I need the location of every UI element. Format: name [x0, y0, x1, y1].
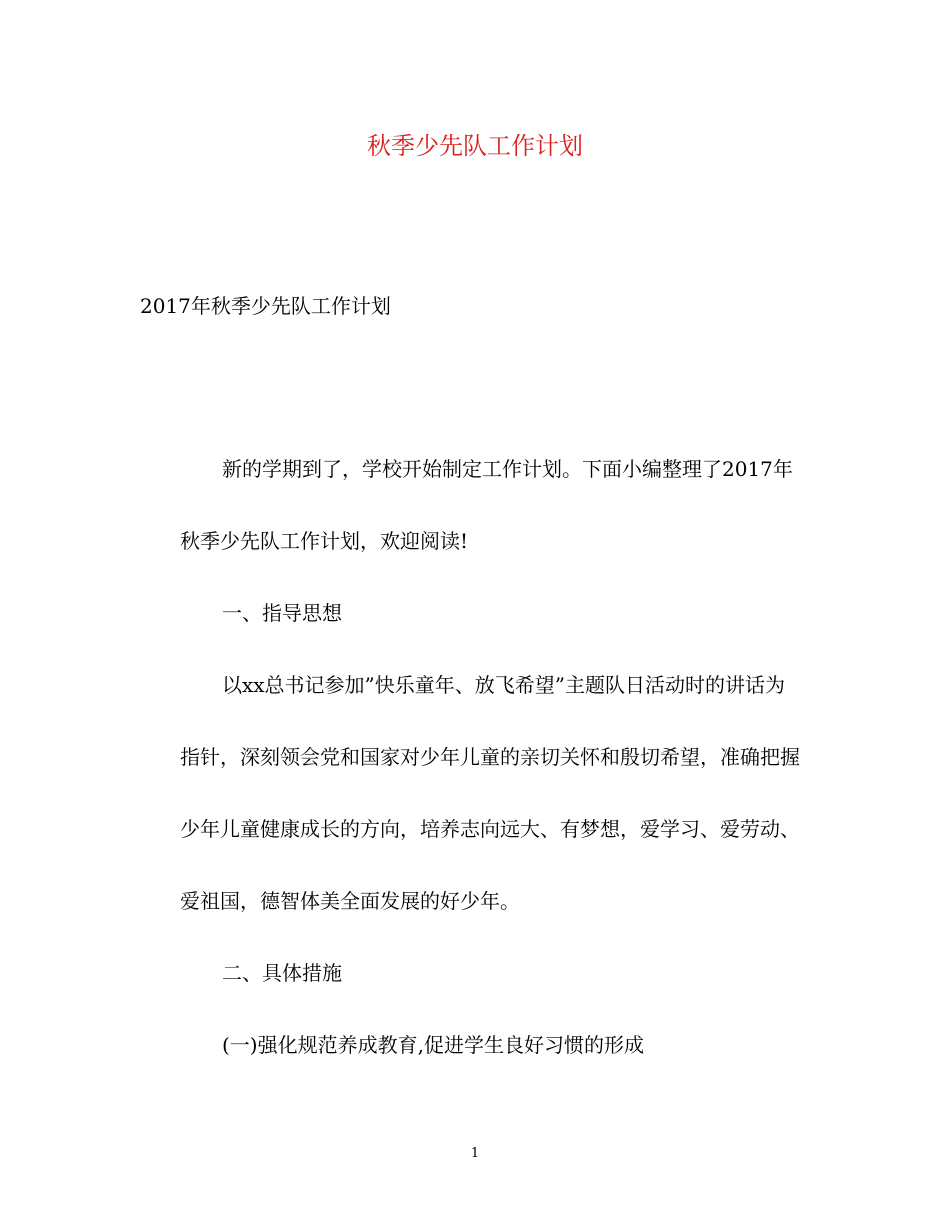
text-line: 指针，深刻领会党和国家对少年儿童的亲切关怀和殷切希望，准确把握: [180, 745, 800, 769]
paragraph-intro: [140, 433, 810, 577]
document-subtitle: 2017年秋季少先队工作计划: [140, 294, 391, 318]
section-heading-specific-measures: [140, 937, 810, 1009]
section-heading-guiding-ideology: [140, 577, 810, 649]
page-number: 1: [470, 1146, 480, 1161]
subsection-heading-habits: [140, 1009, 810, 1081]
paragraph-guiding-ideology: [140, 649, 810, 937]
text-line: 秋季少先队工作计划，欢迎阅读!: [180, 529, 469, 553]
text-line: 少年儿童健康成长的方向，培养志向远大、有梦想，爱学习、爱劳动、: [180, 817, 800, 841]
text-line: 二、具体措施: [222, 961, 342, 985]
document-body: [140, 433, 810, 1081]
document-title: 秋季少先队工作计划: [367, 132, 583, 160]
text-line: 爱祖国，德智体美全面发展的好少年。: [180, 889, 520, 913]
text-line: 新的学期到了，学校开始制定工作计划。下面小编整理了2017年: [222, 457, 793, 481]
text-line: 以xx总书记参加”快乐童年、放飞希望”主题队日活动时的讲话为: [222, 673, 786, 697]
text-line: 一、指导思想: [222, 601, 342, 625]
text-line: (一)强化规范养成教育,促进学生良好习惯的形成: [222, 1033, 644, 1057]
